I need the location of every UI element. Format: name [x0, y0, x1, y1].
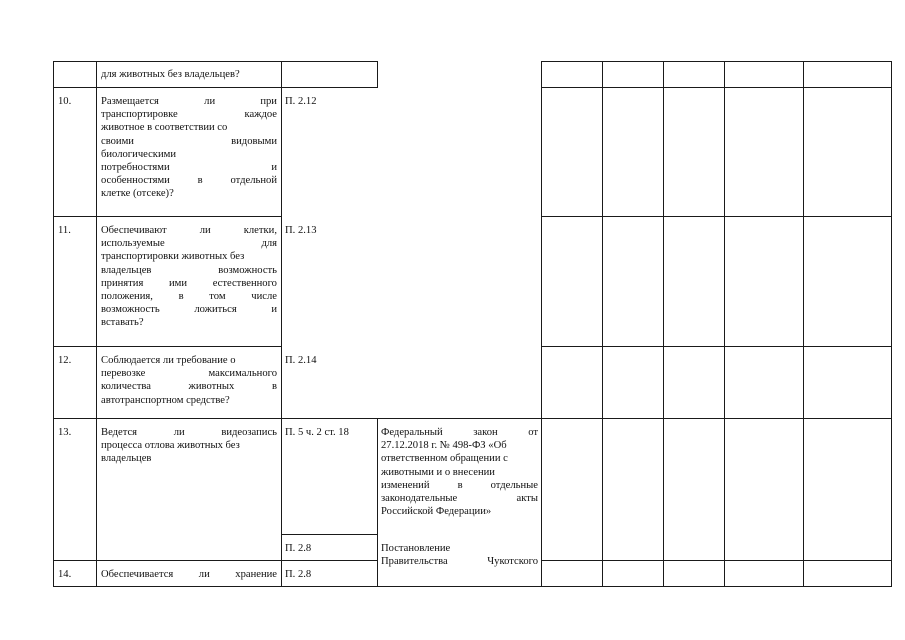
text-word: и — [271, 162, 277, 174]
text-line: ответственном обращении с — [381, 453, 508, 465]
row-question — [101, 224, 277, 330]
text-word: ли — [198, 569, 210, 580]
text-word: Чукотского — [487, 556, 538, 568]
text-line: 27.12.2018 г. № 498-ФЗ «Об — [381, 440, 507, 452]
text-line — [101, 303, 277, 316]
text-line — [101, 224, 277, 237]
row-legal-source-secondary — [381, 542, 538, 568]
text-word: при — [260, 96, 277, 107]
row-reference: П. 2.14 — [285, 355, 317, 366]
text-word: ими — [169, 277, 188, 289]
question-line: для животных без владельцев? — [101, 69, 240, 80]
text-word: и — [271, 304, 277, 316]
text-word: в — [271, 381, 277, 393]
text-word: ли — [199, 225, 211, 236]
text-word: Обеспечивают — [101, 225, 167, 236]
text-line — [101, 568, 277, 581]
text-word: положения, — [101, 291, 153, 303]
text-word: возможность — [218, 264, 277, 276]
text-line: клетке (отсеке)? — [101, 188, 174, 200]
text-word: транспортировке — [101, 109, 178, 121]
text-word: законодательные — [381, 493, 458, 505]
text-word: клетки, — [243, 225, 277, 236]
text-line — [381, 479, 538, 492]
row-question — [101, 354, 277, 407]
text-line — [101, 380, 277, 393]
text-line: владельцев — [101, 453, 152, 465]
text-word: акты — [516, 493, 538, 505]
text-word: особенностями — [101, 175, 170, 187]
row-reference-secondary: П. 2.8 — [285, 543, 312, 554]
text-word: в — [457, 479, 463, 491]
text-word: для — [261, 238, 277, 250]
row-reference: П. 2.13 — [285, 225, 317, 236]
text-line — [101, 426, 277, 439]
text-line: Постановление — [381, 543, 451, 554]
text-line — [381, 426, 538, 439]
row-reference: П. 2.8 — [285, 569, 312, 580]
text-word: хранение — [235, 569, 277, 580]
text-word: отдельной — [230, 175, 277, 187]
text-word: максимального — [208, 368, 277, 380]
text-word: изменений — [381, 479, 430, 491]
row-legal-source — [381, 426, 538, 518]
text-word: в — [178, 291, 184, 303]
text-line: процесса отлова животных без — [101, 440, 240, 452]
text-line — [101, 277, 277, 290]
row-continuation-question — [101, 68, 277, 81]
text-word: возможность — [101, 304, 160, 316]
text-line — [101, 237, 277, 250]
row-number: 10. — [58, 96, 72, 107]
text-word: животных — [188, 381, 235, 393]
text-line: Российской Федерации» — [381, 506, 492, 518]
text-word: перевозке — [101, 368, 146, 380]
row-number: 13. — [58, 427, 72, 438]
text-word: от — [528, 427, 538, 438]
text-word: естественного — [212, 277, 277, 289]
row-reference: П. 5 ч. 2 ст. 18 — [285, 427, 349, 438]
row-number: 14. — [58, 569, 72, 580]
text-word: ли — [204, 96, 216, 107]
text-line: Соблюдается ли требование о — [101, 355, 236, 366]
row-number: 11. — [58, 225, 71, 236]
text-line — [101, 290, 277, 303]
text-line: вставать? — [101, 317, 144, 329]
text-line — [101, 135, 277, 148]
text-line — [101, 161, 277, 174]
text-word: принятия — [101, 277, 144, 289]
text-line — [381, 492, 538, 505]
text-line — [381, 555, 538, 568]
text-word: в — [197, 175, 203, 187]
row-question — [101, 568, 277, 581]
text-line: животное в соответствии со — [101, 122, 228, 134]
text-word: Обеспечивается — [101, 569, 174, 580]
text-line — [101, 108, 277, 121]
text-line: биологическими — [101, 148, 176, 160]
text-word: том — [209, 291, 226, 303]
text-word: каждое — [244, 109, 277, 121]
text-word: используемые — [101, 238, 165, 250]
row-reference: П. 2.12 — [285, 96, 317, 107]
text-word: Правительства — [381, 556, 448, 568]
row-question — [101, 95, 277, 201]
text-word: ложиться — [194, 304, 237, 316]
row-question — [101, 426, 277, 466]
text-word: видеозапись — [221, 427, 277, 438]
text-word: потребностями — [101, 162, 170, 174]
row-number: 12. — [58, 355, 72, 366]
text-word: Размещается — [101, 96, 159, 107]
text-word: числе — [251, 291, 277, 303]
text-line — [101, 367, 277, 380]
text-word: Федеральный — [381, 427, 443, 438]
text-word: своими — [101, 135, 134, 147]
text-word: отдельные — [490, 479, 538, 491]
text-word: количества — [101, 381, 151, 393]
text-word: видовыми — [231, 135, 277, 147]
text-line: животными и о внесении — [381, 466, 495, 478]
text-word: владельцев — [101, 264, 152, 276]
text-word: ли — [173, 427, 185, 438]
text-line — [101, 95, 277, 108]
text-word: закон — [473, 427, 498, 438]
text-line — [101, 264, 277, 277]
text-word: Ведется — [101, 427, 138, 438]
text-line: автотранспортном средстве? — [101, 394, 230, 406]
text-line: транспортировки животных без — [101, 251, 245, 263]
text-line — [101, 174, 277, 187]
